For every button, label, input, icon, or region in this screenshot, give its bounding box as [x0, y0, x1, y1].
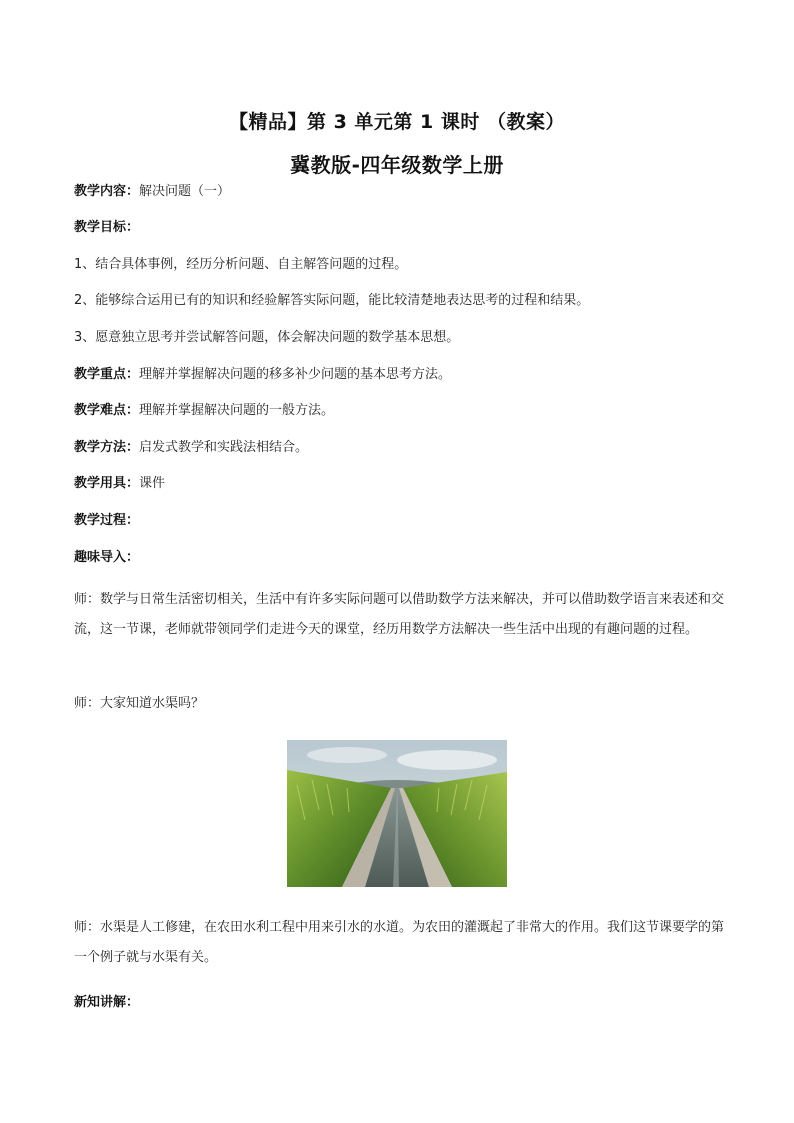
teacher-paragraph: 师：数学与日常生活密切相关，生活中有许多实际问题可以借助数学方法来解决，并可以借助数学语言来表述和交流，这一节课，老师就带领同学们走进今天的课堂，经历用数学方法解决一些生活中出现的有趣问题的过程。	[74, 592, 725, 637]
goal-item: 2、能够综合运用已有的知识和经验解答实际问题，能比较清楚地表达思考的过程和结果。	[74, 293, 590, 308]
difficulty-text: 理解并掌握解决问题的一般方法。	[139, 403, 335, 418]
content-row	[74, 183, 230, 201]
method-text: 启发式教学和实践法相结合。	[139, 440, 309, 455]
goal-item: 3、愿意独立思考并尝试解答问题，体会解决问题的数学基本思想。	[74, 330, 460, 345]
tools-text: 课件	[139, 476, 166, 491]
process-label: 教学过程：	[74, 513, 140, 528]
teacher-question: 师：大家知道水渠吗？	[74, 696, 205, 711]
content-text: 解决问题（一）	[139, 184, 231, 199]
method-row	[74, 439, 308, 457]
document-subtitle: 冀教版-四年级数学上册	[290, 153, 504, 177]
document-title: 【精品】第 3 单元第 1 课时 （教案）	[228, 111, 565, 133]
key-point-label: 教学重点：	[74, 367, 140, 382]
goal-item: 1、结合具体事例，经历分析问题、自主解答问题的过程。	[74, 257, 408, 272]
irrigation-canal-photo	[287, 740, 507, 887]
key-point-text: 理解并掌握解决问题的移多补少问题的基本思考方法。	[139, 367, 452, 382]
teacher-paragraph: 师：水渠是人工修建，在农田水利工程中用来引水的水道。为农田的灌溉起了非常大的作用。我们这节课要学的第一个例子就与水渠有关。	[74, 920, 725, 965]
key-point-row	[74, 366, 451, 384]
process-row	[74, 512, 139, 530]
tools-label: 教学用具：	[74, 476, 140, 491]
difficulty-label: 教学难点：	[74, 403, 140, 418]
content-label: 教学内容：	[74, 184, 140, 199]
method-label: 教学方法：	[74, 440, 140, 455]
difficulty-row	[74, 402, 334, 420]
new-lesson-label: 新知讲解：	[74, 995, 140, 1010]
new-lesson-row	[74, 994, 139, 1012]
intro-row	[74, 549, 139, 567]
goals-label: 教学目标：	[74, 220, 140, 235]
tools-row	[74, 475, 165, 493]
intro-label: 趣味导入：	[74, 550, 140, 565]
goals-row	[74, 219, 139, 237]
